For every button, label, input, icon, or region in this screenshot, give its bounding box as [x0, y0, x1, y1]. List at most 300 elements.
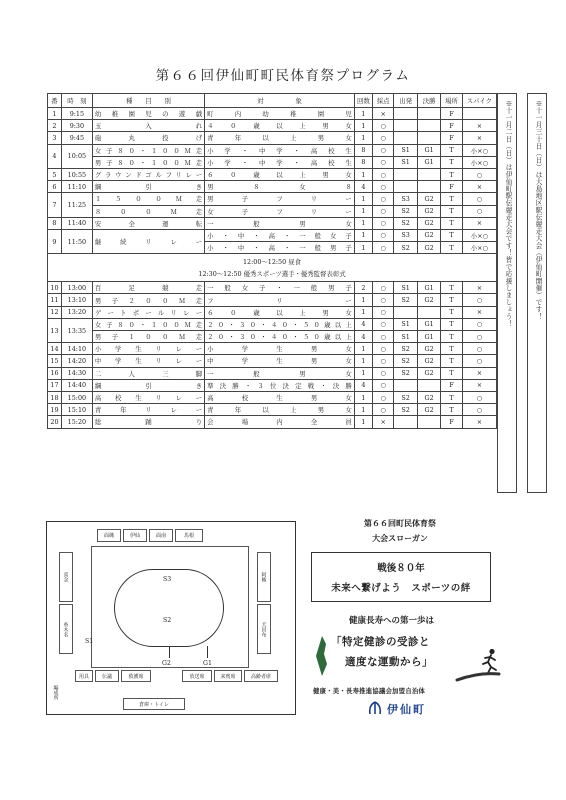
cell-start: S2 — [394, 205, 418, 217]
cell-finish: G2 — [417, 343, 441, 355]
header-spike: スパイク — [462, 94, 496, 108]
cell-finish: G2 — [417, 391, 441, 403]
cell-start: S3 — [394, 229, 418, 241]
cell-place: T — [441, 205, 462, 217]
map-box-bane: 馬根 — [175, 529, 203, 542]
cell-time: 13:35 — [61, 318, 92, 342]
cell-spike: 小×○ — [462, 156, 496, 168]
slogan-line-2: 未来へ繋げよう スポーツの絆 — [331, 583, 471, 594]
cell-event: 総踊り — [92, 416, 204, 428]
cell-time: 15:00 — [61, 391, 92, 403]
cell-finish — [417, 132, 441, 144]
cell-event: 小学生リレー — [92, 343, 204, 355]
cell-event: 高校生リレー — [92, 391, 204, 403]
cell-no: 11 — [48, 294, 62, 306]
cell-place: T — [441, 229, 462, 241]
town-emblem-icon — [367, 701, 383, 715]
cell-score: ○ — [372, 156, 393, 168]
cell-score: ○ — [372, 193, 393, 205]
cell-time: 14:30 — [61, 367, 92, 379]
cell-spike: 小×○ — [462, 242, 496, 254]
poster-line-4: 健康・美・長寿推進協議会加盟自治体 — [313, 688, 426, 695]
cell-target: 男子フリー — [205, 193, 355, 205]
cell-spike: ○ — [462, 391, 496, 403]
cell-spike: 小×○ — [462, 229, 496, 241]
cell-score: ○ — [372, 144, 393, 156]
cell-place: T — [441, 294, 462, 306]
cell-start: S2 — [394, 404, 418, 416]
cell-count: 1 — [354, 343, 372, 355]
cell-event: ８００Ｍ走 — [92, 205, 204, 217]
table-row — [48, 205, 497, 217]
cell-count: 1 — [354, 120, 372, 132]
table-row — [48, 343, 497, 355]
cell-place: T — [441, 282, 462, 294]
cell-target: ６０歳以上男女 — [205, 306, 355, 318]
cell-start — [394, 306, 418, 318]
poster-line-1: 健康長寿への第一歩は — [349, 616, 435, 626]
cell-score: ○ — [372, 229, 393, 241]
cell-count: 1 — [354, 217, 372, 229]
cell-count: 1 — [354, 355, 372, 367]
table-row — [48, 416, 497, 428]
table-row — [48, 282, 497, 294]
map-box-koureisha: 高齢者席 — [244, 670, 278, 682]
slogan-heading-2: 大会スローガン — [372, 533, 428, 543]
cell-finish: G2 — [417, 217, 441, 229]
cell-place: F — [441, 132, 462, 144]
header-target: 対 象 — [205, 94, 355, 108]
cell-spike: ○ — [462, 331, 496, 343]
table-row — [48, 294, 497, 306]
cell-target: 高校生男女 — [205, 391, 355, 403]
cell-time: 10:05 — [61, 144, 92, 168]
cell-score: ○ — [372, 306, 393, 318]
cell-no: 5 — [48, 168, 62, 180]
cell-time: 15:20 — [61, 416, 92, 428]
cell-spike: × — [462, 120, 496, 132]
cell-score: ○ — [372, 343, 393, 355]
cell-no: 12 — [48, 306, 62, 318]
poster-line-2: 「特定健診の受診と — [331, 636, 430, 648]
slogan-heading-1: 第６６回町民体育祭 — [364, 518, 436, 528]
cell-spike: × — [462, 416, 496, 428]
cell-target: ６０歳以上男女 — [205, 168, 355, 180]
cell-score: × — [372, 108, 393, 120]
cell-finish: G2 — [417, 193, 441, 205]
cell-count: 4 — [354, 181, 372, 193]
cell-spike: × — [462, 306, 496, 318]
lunch-break-row — [48, 254, 497, 282]
cell-start: S1 — [394, 282, 418, 294]
cell-time: 10:55 — [61, 168, 92, 180]
cell-target: 一般女子・一般男子 — [205, 282, 355, 294]
cell-spike: × — [462, 379, 496, 391]
table-row — [48, 229, 497, 241]
cell-event: ゲートボールリレー — [92, 306, 204, 318]
cell-spike: ○ — [462, 193, 496, 205]
cell-start — [394, 168, 418, 180]
map-box-inutabu: 犬田布 — [257, 604, 271, 654]
cell-count: 8 — [354, 144, 372, 156]
table-row — [48, 132, 497, 144]
cell-time: 14:10 — [61, 343, 92, 355]
cell-start: S2 — [394, 294, 418, 306]
cell-spike: ○ — [462, 343, 496, 355]
cell-count: 1 — [354, 132, 372, 144]
cell-start — [394, 181, 418, 193]
cell-score: ○ — [372, 294, 393, 306]
cell-place: T — [441, 391, 462, 403]
map-s2: S2 — [163, 617, 172, 624]
cell-score: ○ — [372, 120, 393, 132]
cell-count: 1 — [354, 108, 372, 120]
cell-place: T — [441, 144, 462, 156]
cell-start — [394, 132, 418, 144]
cell-spike: × — [462, 181, 496, 193]
note-box-2 — [527, 93, 547, 493]
table-row — [48, 318, 497, 330]
cell-count: 1 — [354, 306, 372, 318]
cell-no: 7 — [48, 193, 62, 217]
cell-place: F — [441, 379, 462, 391]
cell-score: ○ — [372, 318, 393, 330]
table-row — [48, 404, 497, 416]
cell-score: ○ — [372, 205, 393, 217]
cell-spike: ○ — [462, 294, 496, 306]
cell-score: ○ — [372, 132, 393, 144]
cell-target: 町内幼稚園児 — [205, 108, 355, 120]
field-map — [46, 521, 296, 715]
cell-no: 18 — [48, 391, 62, 403]
cell-score: ○ — [372, 404, 393, 416]
cell-no: 8 — [48, 217, 62, 229]
cell-target: 会場内全員 — [205, 416, 355, 428]
cell-finish — [417, 379, 441, 391]
cell-count: 1 — [354, 404, 372, 416]
cell-finish: G2 — [417, 294, 441, 306]
cell-finish — [417, 306, 441, 318]
cell-place: T — [441, 217, 462, 229]
cell-place: T — [441, 343, 462, 355]
cell-count: 8 — [354, 156, 372, 168]
cell-event: 安全運転 — [92, 217, 204, 229]
cell-finish: G2 — [417, 242, 441, 254]
cell-score: ○ — [372, 391, 393, 403]
cell-finish: G2 — [417, 367, 441, 379]
cell-place: T — [441, 193, 462, 205]
cell-score: ○ — [372, 217, 393, 229]
cell-event: 玉入れ — [92, 120, 204, 132]
cell-start: S3 — [394, 193, 418, 205]
cell-count: 1 — [354, 367, 372, 379]
cell-score: ○ — [372, 379, 393, 391]
table-row — [48, 391, 497, 403]
cell-target: 小学・中学・高校生 — [205, 156, 355, 168]
cell-count: 1 — [354, 193, 372, 205]
cell-target: 小・中・高・一般女子 — [205, 229, 355, 241]
cell-place: F — [441, 416, 462, 428]
cell-target: ４０歳以上男女 — [205, 120, 355, 132]
cell-event: 男子２００Ｍ走 — [92, 294, 204, 306]
cell-spike: ○ — [462, 168, 496, 180]
cell-count: 1 — [354, 168, 372, 180]
cell-spike: × — [462, 217, 496, 229]
cell-time: 9:15 — [61, 108, 92, 120]
cell-finish: G2 — [417, 355, 441, 367]
table-row — [48, 156, 497, 168]
cell-no: 9 — [48, 229, 62, 253]
table-row — [48, 144, 497, 156]
cell-event: 二人三脚 — [92, 367, 204, 379]
note-1: ※十一月二日（日）は伊仙町駅伝競走大会です！皆で応援しましょう！ — [504, 100, 512, 328]
cell-place: T — [441, 404, 462, 416]
cell-start: S1 — [394, 331, 418, 343]
cell-target: 準決勝・３位決定戦・決勝 — [205, 379, 355, 391]
cell-target: フリー — [205, 294, 355, 306]
cell-count: 4 — [354, 318, 372, 330]
lunch-line1: 12:00～12:50 昼食 — [242, 258, 302, 267]
cell-no: 10 — [48, 282, 62, 294]
cell-count: 1 — [354, 242, 372, 254]
cell-start: S1 — [394, 144, 418, 156]
slogan-box — [311, 552, 491, 602]
map-s3: S3 — [163, 576, 172, 583]
cell-finish: G1 — [417, 331, 441, 343]
map-box-dengi: 伝議 — [95, 670, 119, 682]
cell-target: 小学・中学・高校生 — [205, 144, 355, 156]
table-row — [48, 217, 497, 229]
brush-stroke-icon — [455, 670, 501, 684]
cell-no: 6 — [48, 181, 62, 193]
cell-place: T — [441, 331, 462, 343]
cell-spike: × — [462, 282, 496, 294]
cell-event: 砲丸投げ — [92, 132, 204, 144]
header-start: 出発 — [394, 94, 418, 108]
cell-count: 1 — [354, 229, 372, 241]
cell-target: 一般男女 — [205, 367, 355, 379]
health-poster — [305, 610, 503, 723]
cell-event: 幼稚園児の遊戯 — [92, 108, 204, 120]
cell-count: 1 — [354, 294, 372, 306]
map-box-omonawa: 面縄 — [97, 529, 121, 542]
header-score: 採点 — [372, 94, 393, 108]
cell-event: 男子１００Ｍ走 — [92, 331, 204, 343]
header-place: 場所 — [441, 94, 462, 108]
cell-place: T — [441, 168, 462, 180]
cell-place: F — [441, 120, 462, 132]
cell-target: ２０・３０・４０・５０歳以上 — [205, 318, 355, 330]
cell-target: 男８女８ — [205, 181, 355, 193]
table-row — [48, 367, 497, 379]
map-box-agon: 阿権 — [257, 552, 271, 602]
cell-finish — [417, 120, 441, 132]
cell-place: F — [441, 181, 462, 193]
map-box-souko: 倉庫・トイレ — [123, 698, 185, 710]
table-row — [48, 355, 497, 367]
table-row — [48, 108, 497, 120]
cell-event: １５００Ｍ走 — [92, 193, 204, 205]
cell-start — [394, 379, 418, 391]
cell-event: 中学生リレー — [92, 355, 204, 367]
map-side-label: 編成所 — [49, 672, 63, 712]
cell-spike: 小×○ — [462, 144, 496, 156]
cell-spike: × — [462, 367, 496, 379]
cell-finish: G2 — [417, 229, 441, 241]
cell-finish — [417, 416, 441, 428]
cell-finish — [417, 181, 441, 193]
cell-finish — [417, 108, 441, 120]
map-box-housou: 放送席 — [182, 670, 212, 682]
cell-count: 4 — [354, 331, 372, 343]
cell-event: 継続リレー — [92, 229, 204, 253]
map-box-raihin: 来賓席 — [214, 670, 242, 682]
cell-start: S2 — [394, 343, 418, 355]
cell-score: ○ — [372, 367, 393, 379]
table-header-row — [48, 94, 497, 108]
cell-no: 16 — [48, 367, 62, 379]
header-event: 種 目 別 — [92, 94, 204, 108]
cell-place: T — [441, 367, 462, 379]
cell-time: 9:30 — [61, 120, 92, 132]
cell-place: T — [441, 355, 462, 367]
cell-time: 13:00 — [61, 282, 92, 294]
header-time: 時 刻 — [61, 94, 92, 108]
island-icon — [313, 634, 331, 678]
table-row — [48, 193, 497, 205]
cell-finish: G1 — [417, 156, 441, 168]
cell-start: S2 — [394, 391, 418, 403]
cell-time: 15:10 — [61, 404, 92, 416]
cell-spike: ○ — [462, 404, 496, 416]
note-2: ※十一月三十日（日）は大島地区駅伝競走大会（伊仙町開催）です！ — [534, 100, 542, 321]
map-g2-line — [169, 646, 170, 658]
cell-spike: ○ — [462, 355, 496, 367]
cell-target: 女子フリー — [205, 205, 355, 217]
cell-finish: G2 — [417, 404, 441, 416]
cell-time: 9:45 — [61, 132, 92, 144]
cell-event: グラウンドゴルフリレー — [92, 168, 204, 180]
cell-place: T — [441, 156, 462, 168]
cell-no: 20 — [48, 416, 62, 428]
map-box-yougu: 用具 — [75, 670, 93, 682]
table-row — [48, 306, 497, 318]
cell-place: T — [441, 242, 462, 254]
cell-no: 1 — [48, 108, 62, 120]
cell-target: 青年以上男女 — [205, 132, 355, 144]
cell-event: 男子８０・１００Ｍ走 — [92, 156, 204, 168]
map-box-isen: 伊仙 — [123, 529, 147, 542]
cell-start: S1 — [394, 318, 418, 330]
cell-finish: G1 — [417, 282, 441, 294]
table-row — [48, 331, 497, 343]
cell-time: 13:20 — [61, 306, 92, 318]
map-box-kinen: 喜念 — [59, 552, 73, 602]
map-box-kyugo: 救護席 — [121, 670, 151, 682]
cell-target: 中学生男女 — [205, 355, 355, 367]
cell-no: 13 — [48, 318, 62, 342]
map-s1: S1 — [85, 638, 94, 645]
cell-time: 11:50 — [61, 229, 92, 253]
cell-target: ２０・３０・４０・５０歳以上 — [205, 331, 355, 343]
map-box-omonan: 面南 — [149, 529, 173, 542]
table-row — [48, 181, 497, 193]
cell-no: 14 — [48, 343, 62, 355]
cell-time: 11:10 — [61, 181, 92, 193]
cell-event: 女子８０・１００Ｍ走 — [92, 318, 204, 330]
cell-start — [394, 416, 418, 428]
cell-start — [394, 108, 418, 120]
cell-start: S2 — [394, 367, 418, 379]
cell-time: 11:25 — [61, 193, 92, 217]
cell-target: 小・中・高・一般男子 — [205, 242, 355, 254]
cell-time: 14:20 — [61, 355, 92, 367]
cell-count: 1 — [354, 416, 372, 428]
cell-start: S2 — [394, 217, 418, 229]
cell-score: ○ — [372, 282, 393, 294]
cell-count: 1 — [354, 205, 372, 217]
map-g1-line — [207, 646, 208, 658]
table-row — [48, 168, 497, 180]
cell-finish: G1 — [417, 318, 441, 330]
map-box-itokina: 糸木名 — [59, 604, 73, 654]
lunch-break-cell — [48, 254, 497, 282]
cell-start: S2 — [394, 242, 418, 254]
cell-count: 4 — [354, 379, 372, 391]
cell-finish: G1 — [417, 144, 441, 156]
cell-score: ○ — [372, 242, 393, 254]
cell-event: 綱引き — [92, 379, 204, 391]
slogan-line-1: 戦後８０年 — [377, 563, 425, 574]
table-row — [48, 120, 497, 132]
cell-time: 13:10 — [61, 294, 92, 306]
cell-target: 一般男女 — [205, 217, 355, 229]
cell-finish: G2 — [417, 205, 441, 217]
cell-no: 19 — [48, 404, 62, 416]
cell-score: ○ — [372, 168, 393, 180]
header-no: 番 — [48, 94, 62, 108]
cell-score: ○ — [372, 331, 393, 343]
cell-no: 2 — [48, 120, 62, 132]
cell-time: 14:40 — [61, 379, 92, 391]
poster-line-3: 適度な運動から」 — [345, 656, 433, 668]
table-row — [48, 379, 497, 391]
cell-start: S2 — [394, 355, 418, 367]
cell-score: ○ — [372, 355, 393, 367]
cell-target: 青年以上男女 — [205, 404, 355, 416]
cell-place: T — [441, 306, 462, 318]
cell-event: 青年リレー — [92, 404, 204, 416]
poster-town-name: 伊仙町 — [387, 703, 426, 716]
cell-target: 小学生男女 — [205, 343, 355, 355]
cell-spike: × — [462, 132, 496, 144]
cell-event: 女子８０・１００Ｍ走 — [92, 144, 204, 156]
map-g2: G2 — [162, 660, 171, 667]
lunch-line2: 12:30～12:50 優秀スポーツ選手・優秀監督表彰式 — [198, 270, 346, 279]
cell-no: 17 — [48, 379, 62, 391]
cell-place: T — [441, 318, 462, 330]
note-box-1 — [497, 93, 517, 493]
header-count: 回数 — [354, 94, 372, 108]
cell-event: 綱引き — [92, 181, 204, 193]
cell-spike: ○ — [462, 318, 496, 330]
cell-start: S1 — [394, 156, 418, 168]
cell-no: 3 — [48, 132, 62, 144]
header-finish: 決勝 — [417, 94, 441, 108]
cell-time: 11:40 — [61, 217, 92, 229]
cell-no: 4 — [48, 144, 62, 168]
cell-count: 2 — [354, 282, 372, 294]
